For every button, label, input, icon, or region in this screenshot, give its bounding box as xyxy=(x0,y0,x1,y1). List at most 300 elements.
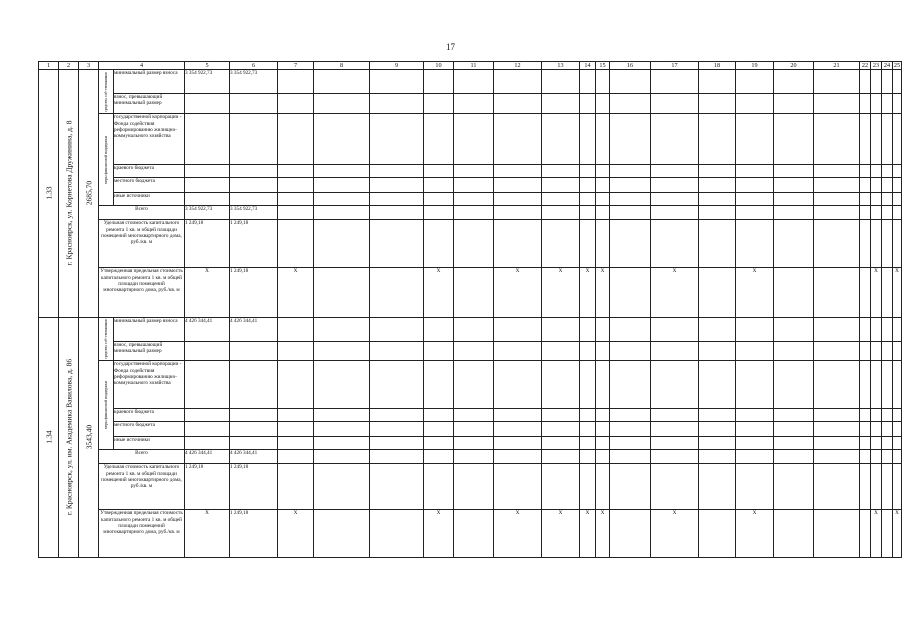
cell-col-12 xyxy=(494,409,542,422)
cell-col-9 xyxy=(370,93,424,113)
cell-col-21 xyxy=(814,178,860,193)
cell-col-25 xyxy=(893,361,902,409)
col-header: 18 xyxy=(699,62,736,70)
row-number xyxy=(39,318,59,558)
cell-col-5 xyxy=(185,93,230,113)
cell-col-21 xyxy=(814,437,860,450)
cell-col-8 xyxy=(314,268,370,318)
cell-col-22 xyxy=(860,450,871,464)
cell-col-19 xyxy=(736,464,774,510)
cell-col-8 xyxy=(314,164,370,177)
cell-col-19 xyxy=(736,206,774,220)
cell-col-6 xyxy=(230,409,278,422)
cell-col-11 xyxy=(454,193,494,206)
cell-col-14 xyxy=(580,70,596,94)
cell-col-23 xyxy=(871,178,882,193)
cell-col-5: 4 426 344,41 xyxy=(185,318,230,341)
cell-col-12 xyxy=(494,450,542,464)
col-header: 10 xyxy=(424,62,454,70)
cell-col-9 xyxy=(370,178,424,193)
cell-col-18 xyxy=(699,341,736,361)
cell-col-24 xyxy=(882,464,893,510)
cell-col-9 xyxy=(370,268,424,318)
cell-col-21 xyxy=(814,114,860,165)
cell-col-14 xyxy=(580,164,596,177)
cell-col-23: X xyxy=(871,510,882,558)
cell-col-13 xyxy=(542,164,580,177)
cell-col-23 xyxy=(871,341,882,361)
cell-col-20 xyxy=(774,268,814,318)
cell-col-16 xyxy=(610,341,651,361)
col-header: 4 xyxy=(99,62,185,70)
cell-col-18 xyxy=(699,437,736,450)
cell-col-15 xyxy=(596,361,610,409)
cell-col-23 xyxy=(871,464,882,510)
cell-col-12 xyxy=(494,361,542,409)
building-address xyxy=(59,70,79,318)
funding-group-owners xyxy=(99,70,114,114)
cell-col-12 xyxy=(494,318,542,341)
cell-col-22 xyxy=(860,341,871,361)
row-label: Утвержденная предельная стоимость капитального ремонта 1 кв. м общей площади помещений многоквартирного дома, руб./кв. м xyxy=(99,268,185,318)
row-label: государственной корпорации - Фонда содействия реформированию жилищно-коммунального хозяйства xyxy=(114,361,185,409)
cell-col-21 xyxy=(814,341,860,361)
cell-col-9 xyxy=(370,422,424,437)
cell-col-5: 1 249,18 xyxy=(185,220,230,268)
cell-col-17 xyxy=(651,206,699,220)
cell-col-7 xyxy=(278,164,314,177)
cell-col-9 xyxy=(370,193,424,206)
building-area-text: 2685,70 xyxy=(84,181,93,206)
cell-col-18 xyxy=(699,268,736,318)
cell-col-18 xyxy=(699,464,736,510)
cell-col-11 xyxy=(454,464,494,510)
cell-col-8 xyxy=(314,93,370,113)
cell-col-16 xyxy=(610,510,651,558)
cell-col-23 xyxy=(871,114,882,165)
cell-col-22 xyxy=(860,464,871,510)
cell-col-17 xyxy=(651,409,699,422)
cell-col-6 xyxy=(230,361,278,409)
cell-col-25: X xyxy=(893,268,902,318)
cell-col-14 xyxy=(580,409,596,422)
cell-col-23 xyxy=(871,164,882,177)
cell-col-16 xyxy=(610,464,651,510)
cell-col-25 xyxy=(893,409,902,422)
table-row xyxy=(39,178,902,193)
cell-col-11 xyxy=(454,437,494,450)
cell-col-14 xyxy=(580,93,596,113)
cell-col-24 xyxy=(882,268,893,318)
cell-col-15: X xyxy=(596,268,610,318)
cell-col-12: X xyxy=(494,268,542,318)
cell-col-8 xyxy=(314,422,370,437)
cell-col-13 xyxy=(542,206,580,220)
cell-col-20 xyxy=(774,220,814,268)
row-label: местного бюджета xyxy=(114,178,185,193)
row-label: Утвержденная предельная стоимость капитального ремонта 1 кв. м общей площади помещений многоквартирного дома, руб./кв. м xyxy=(99,510,185,558)
cell-col-14 xyxy=(580,341,596,361)
cell-col-15 xyxy=(596,437,610,450)
cell-col-18 xyxy=(699,220,736,268)
cell-col-8 xyxy=(314,206,370,220)
cell-col-5 xyxy=(185,361,230,409)
cell-col-24 xyxy=(882,164,893,177)
cell-col-14 xyxy=(580,464,596,510)
cell-col-5 xyxy=(185,178,230,193)
cell-col-19 xyxy=(736,164,774,177)
funding-group-owners-text: средства соб-ственников xyxy=(104,319,109,360)
cell-col-23 xyxy=(871,437,882,450)
cell-col-15 xyxy=(596,206,610,220)
cell-col-11 xyxy=(454,206,494,220)
cell-col-25 xyxy=(893,422,902,437)
cell-col-13 xyxy=(542,93,580,113)
cell-col-21 xyxy=(814,164,860,177)
building-area xyxy=(79,70,99,318)
cell-col-5: 3 354 922,73 xyxy=(185,70,230,94)
cell-col-13 xyxy=(542,114,580,165)
cell-col-20 xyxy=(774,93,814,113)
cell-col-21 xyxy=(814,193,860,206)
cell-col-20 xyxy=(774,193,814,206)
table-row xyxy=(39,318,902,341)
cell-col-6 xyxy=(230,193,278,206)
cell-col-19: X xyxy=(736,268,774,318)
cell-col-14 xyxy=(580,422,596,437)
cell-col-11 xyxy=(454,450,494,464)
cell-col-16 xyxy=(610,178,651,193)
cell-col-17 xyxy=(651,437,699,450)
cell-col-25 xyxy=(893,193,902,206)
cell-col-11 xyxy=(454,422,494,437)
cell-col-23 xyxy=(871,70,882,94)
cell-col-24 xyxy=(882,361,893,409)
cell-col-21 xyxy=(814,70,860,94)
cell-col-21 xyxy=(814,318,860,341)
cell-col-24 xyxy=(882,93,893,113)
table-row xyxy=(39,70,902,94)
cell-col-10 xyxy=(424,318,454,341)
cell-col-9 xyxy=(370,409,424,422)
cell-col-23 xyxy=(871,220,882,268)
cell-col-13: X xyxy=(542,268,580,318)
cell-col-19 xyxy=(736,450,774,464)
cell-col-13 xyxy=(542,409,580,422)
cell-col-15 xyxy=(596,450,610,464)
table-row xyxy=(39,510,902,558)
cell-col-8 xyxy=(314,409,370,422)
cell-col-14 xyxy=(580,178,596,193)
cell-col-8 xyxy=(314,70,370,94)
cell-col-16 xyxy=(610,268,651,318)
cell-col-8 xyxy=(314,341,370,361)
cell-col-7 xyxy=(278,220,314,268)
cell-col-20 xyxy=(774,409,814,422)
cell-col-15 xyxy=(596,70,610,94)
cell-col-22 xyxy=(860,409,871,422)
cell-col-7 xyxy=(278,206,314,220)
table-row xyxy=(39,164,902,177)
col-header: 12 xyxy=(494,62,542,70)
cell-col-12 xyxy=(494,220,542,268)
row-label: Удельная стоимость капитального ремонта 1 кв. м общей площади помещений многоквартирного дома, руб./кв. м xyxy=(99,464,185,510)
row-label: взнос, превышающий минимальный размер xyxy=(114,93,185,113)
cell-col-14 xyxy=(580,206,596,220)
cell-col-23 xyxy=(871,450,882,464)
cell-col-10 xyxy=(424,409,454,422)
cell-col-15: X xyxy=(596,510,610,558)
cell-col-19 xyxy=(736,178,774,193)
cell-col-22 xyxy=(860,318,871,341)
cell-col-6: 3 354 922,73 xyxy=(230,206,278,220)
cell-col-18 xyxy=(699,409,736,422)
cell-col-18 xyxy=(699,318,736,341)
cell-col-12: X xyxy=(494,510,542,558)
cell-col-14 xyxy=(580,193,596,206)
cell-col-13 xyxy=(542,220,580,268)
cell-col-20 xyxy=(774,437,814,450)
cell-col-16 xyxy=(610,114,651,165)
cell-col-9 xyxy=(370,220,424,268)
cell-col-12 xyxy=(494,178,542,193)
cell-col-6 xyxy=(230,178,278,193)
cell-col-17 xyxy=(651,178,699,193)
cell-col-16 xyxy=(610,450,651,464)
cell-col-11 xyxy=(454,361,494,409)
cell-col-9 xyxy=(370,450,424,464)
table-row xyxy=(39,341,902,361)
cell-col-22 xyxy=(860,361,871,409)
cell-col-22 xyxy=(860,510,871,558)
col-header: 17 xyxy=(651,62,699,70)
cell-col-19: X xyxy=(736,510,774,558)
cell-col-23 xyxy=(871,193,882,206)
cell-col-22 xyxy=(860,178,871,193)
cell-col-5: 1 249,18 xyxy=(185,464,230,510)
cell-col-17: X xyxy=(651,510,699,558)
cell-col-13 xyxy=(542,318,580,341)
cell-col-15 xyxy=(596,93,610,113)
table-row xyxy=(39,422,902,437)
cell-col-19 xyxy=(736,70,774,94)
cell-col-24 xyxy=(882,193,893,206)
cell-col-22 xyxy=(860,70,871,94)
cell-col-7 xyxy=(278,70,314,94)
row-label: краевого бюджета xyxy=(114,409,185,422)
building-area xyxy=(79,318,99,558)
cell-col-18 xyxy=(699,450,736,464)
table-row xyxy=(39,114,902,165)
cell-col-15 xyxy=(596,178,610,193)
cell-col-10: X xyxy=(424,510,454,558)
cell-col-15 xyxy=(596,341,610,361)
cell-col-12 xyxy=(494,93,542,113)
cell-col-17 xyxy=(651,464,699,510)
cell-col-10 xyxy=(424,341,454,361)
cell-col-21 xyxy=(814,220,860,268)
cell-col-7 xyxy=(278,409,314,422)
cell-col-10 xyxy=(424,206,454,220)
cell-col-15 xyxy=(596,193,610,206)
cell-col-24 xyxy=(882,206,893,220)
cell-col-20 xyxy=(774,341,814,361)
col-header: 2 xyxy=(59,62,79,70)
table-row xyxy=(39,464,902,510)
cell-col-10 xyxy=(424,422,454,437)
funding-group-support-text: меры финансовой поддержки xyxy=(104,136,109,184)
cell-col-15 xyxy=(596,409,610,422)
cell-col-24 xyxy=(882,220,893,268)
cell-col-20 xyxy=(774,318,814,341)
col-header: 8 xyxy=(314,62,370,70)
capital-repair-register-table xyxy=(38,61,902,558)
cell-col-10 xyxy=(424,70,454,94)
cell-col-7 xyxy=(278,422,314,437)
cell-col-24 xyxy=(882,450,893,464)
row-label: краевого бюджета xyxy=(114,164,185,177)
cell-col-7 xyxy=(278,193,314,206)
cell-col-24 xyxy=(882,114,893,165)
cell-col-19 xyxy=(736,361,774,409)
cell-col-22 xyxy=(860,206,871,220)
cell-col-16 xyxy=(610,318,651,341)
cell-col-20 xyxy=(774,114,814,165)
cell-col-5 xyxy=(185,164,230,177)
cell-col-12 xyxy=(494,206,542,220)
cell-col-6 xyxy=(230,164,278,177)
cell-col-22 xyxy=(860,114,871,165)
cell-col-24 xyxy=(882,510,893,558)
cell-col-19 xyxy=(736,437,774,450)
cell-col-6 xyxy=(230,437,278,450)
table-row xyxy=(39,409,902,422)
col-header: 15 xyxy=(596,62,610,70)
cell-col-14 xyxy=(580,450,596,464)
cell-col-15 xyxy=(596,464,610,510)
col-header: 13 xyxy=(542,62,580,70)
cell-col-8 xyxy=(314,437,370,450)
cell-col-6: 1 249,18 xyxy=(230,220,278,268)
cell-col-18 xyxy=(699,164,736,177)
cell-col-16 xyxy=(610,164,651,177)
cell-col-10 xyxy=(424,193,454,206)
cell-col-22 xyxy=(860,220,871,268)
cell-col-6 xyxy=(230,422,278,437)
page-number: 17 xyxy=(446,42,455,52)
cell-col-7 xyxy=(278,464,314,510)
cell-col-21 xyxy=(814,450,860,464)
cell-col-13 xyxy=(542,437,580,450)
cell-col-25 xyxy=(893,164,902,177)
cell-col-16 xyxy=(610,437,651,450)
cell-col-14 xyxy=(580,220,596,268)
cell-col-6 xyxy=(230,93,278,113)
cell-col-23 xyxy=(871,93,882,113)
cell-col-25 xyxy=(893,464,902,510)
cell-col-20 xyxy=(774,450,814,464)
row-label: минимальный размер взноса xyxy=(114,318,185,341)
col-header: 16 xyxy=(610,62,651,70)
cell-col-17 xyxy=(651,193,699,206)
cell-col-12 xyxy=(494,70,542,94)
funding-group-support xyxy=(99,361,114,450)
cell-col-13 xyxy=(542,361,580,409)
cell-col-17: X xyxy=(651,268,699,318)
col-header: 1 xyxy=(39,62,59,70)
cell-col-19 xyxy=(736,318,774,341)
cell-col-17 xyxy=(651,93,699,113)
row-label: Удельная стоимость капитального ремонта 1 кв. м общей площади помещений многоквартирного дома, руб./кв. м xyxy=(99,220,185,268)
cell-col-23 xyxy=(871,409,882,422)
cell-col-16 xyxy=(610,193,651,206)
cell-col-9 xyxy=(370,70,424,94)
cell-col-23 xyxy=(871,422,882,437)
cell-col-12 xyxy=(494,437,542,450)
cell-col-25 xyxy=(893,70,902,94)
cell-col-11 xyxy=(454,510,494,558)
cell-col-20 xyxy=(774,178,814,193)
cell-col-6 xyxy=(230,114,278,165)
cell-col-6: 1 249,18 xyxy=(230,268,278,318)
cell-col-10 xyxy=(424,164,454,177)
cell-col-13 xyxy=(542,193,580,206)
cell-col-5: 3 354 922,73 xyxy=(185,206,230,220)
cell-col-17 xyxy=(651,114,699,165)
cell-col-10 xyxy=(424,114,454,165)
cell-col-17 xyxy=(651,318,699,341)
cell-col-23 xyxy=(871,206,882,220)
cell-col-12 xyxy=(494,193,542,206)
cell-col-9 xyxy=(370,464,424,510)
col-header: 25 xyxy=(893,62,901,69)
cell-col-22 xyxy=(860,437,871,450)
cell-col-7 xyxy=(278,437,314,450)
cell-col-21 xyxy=(814,464,860,510)
cell-col-21 xyxy=(814,409,860,422)
cell-col-6 xyxy=(230,341,278,361)
cell-col-9 xyxy=(370,341,424,361)
cell-col-5: 4 426 344,41 xyxy=(185,450,230,464)
col-header: 6 xyxy=(230,62,278,70)
cell-col-10 xyxy=(424,361,454,409)
cell-col-5 xyxy=(185,409,230,422)
building-address xyxy=(59,318,79,558)
cell-col-6: 4 426 344,41 xyxy=(230,318,278,341)
cell-col-10 xyxy=(424,220,454,268)
cell-col-20 xyxy=(774,361,814,409)
row-label: взнос, превышающий минимальный размер xyxy=(114,341,185,361)
cell-col-8 xyxy=(314,318,370,341)
cell-col-19 xyxy=(736,114,774,165)
cell-col-14: X xyxy=(580,510,596,558)
cell-col-9 xyxy=(370,510,424,558)
cell-col-7: X xyxy=(278,268,314,318)
cell-col-25 xyxy=(893,114,902,165)
cell-col-20 xyxy=(774,464,814,510)
row-number-text: 1.34 xyxy=(44,430,53,444)
row-label: иные источники xyxy=(114,193,185,206)
cell-col-19 xyxy=(736,422,774,437)
cell-col-10 xyxy=(424,450,454,464)
cell-col-9 xyxy=(370,114,424,165)
cell-col-13 xyxy=(542,464,580,510)
row-label: Всего xyxy=(99,450,185,464)
cell-col-14 xyxy=(580,114,596,165)
cell-col-18 xyxy=(699,193,736,206)
funding-group-support xyxy=(99,114,114,206)
cell-col-24 xyxy=(882,178,893,193)
